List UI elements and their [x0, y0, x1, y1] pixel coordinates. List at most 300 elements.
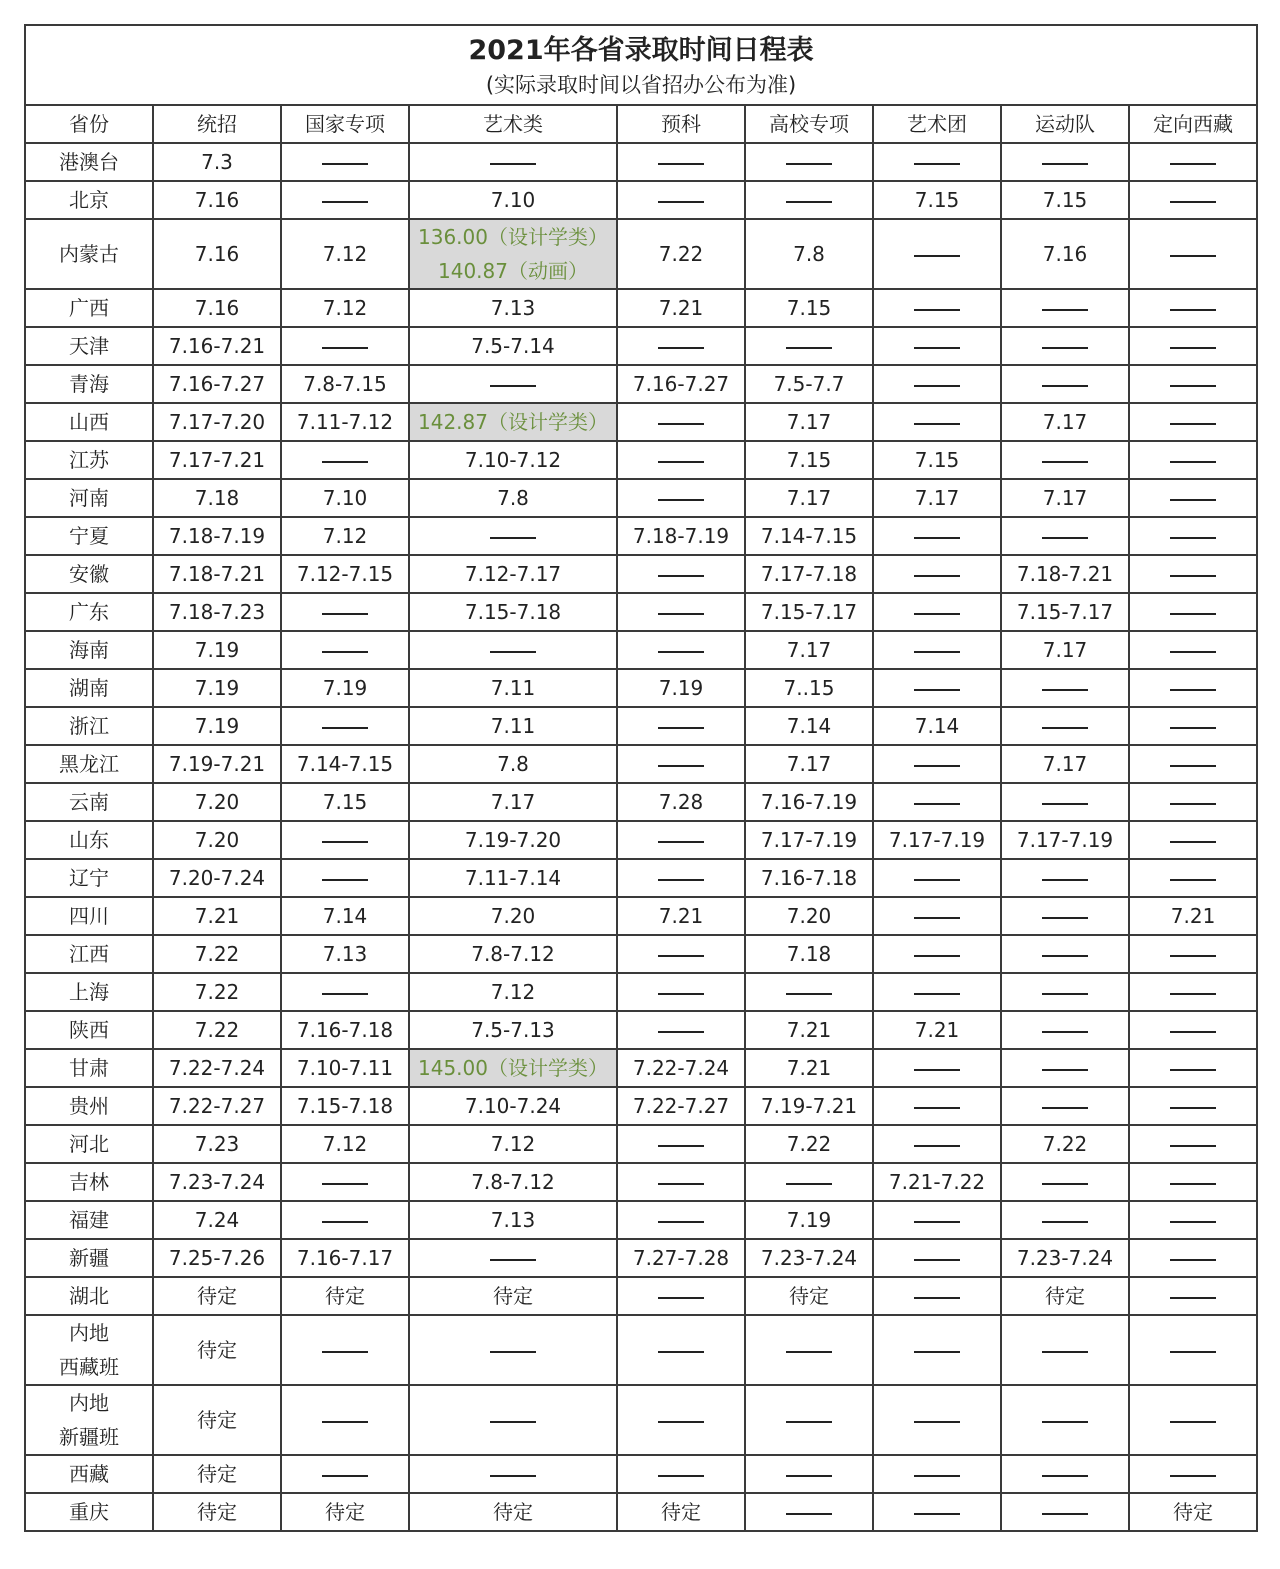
cell-general [153, 1277, 281, 1315]
province-name: 港澳台 [59, 150, 119, 174]
cell-value [746, 1495, 872, 1529]
cell-sports-team [1001, 593, 1129, 631]
cell-sports-team [1001, 821, 1129, 859]
province-name: 四川 [69, 904, 109, 928]
table-row [25, 631, 1257, 669]
dash-mark [914, 1421, 960, 1423]
cell-province [25, 973, 153, 1011]
cell-value [282, 145, 408, 179]
cell-national-special [281, 669, 409, 707]
cell-sports-team [1001, 1455, 1129, 1493]
table-row [25, 219, 1257, 289]
dash-mark [1170, 803, 1216, 805]
cell-art [409, 631, 617, 669]
cell-national-special [281, 821, 409, 859]
cell-value [1130, 1165, 1256, 1199]
cell-value: 7.19 [194, 676, 240, 700]
cell-value: 7.22 [658, 242, 704, 266]
cell-college-special [745, 1087, 873, 1125]
cell-sports-team [1001, 517, 1129, 555]
cell-preparatory [617, 707, 745, 745]
cell-value [874, 1241, 1000, 1275]
cell-value: 7.16-7.17 [296, 1246, 394, 1270]
cell-value: 7.17 [1042, 752, 1088, 776]
cell-preparatory [617, 1125, 745, 1163]
cell-national-special [281, 327, 409, 365]
cell-value: 7.8 [793, 242, 825, 266]
dash-mark [914, 163, 960, 165]
header-province: 省份 [25, 105, 153, 143]
cell-value [746, 1165, 872, 1199]
cell-value [1002, 1403, 1128, 1437]
cell-value: 7.8-7.12 [471, 942, 555, 966]
cell-value [874, 1333, 1000, 1367]
cell-general [153, 1163, 281, 1201]
cell-national-special [281, 631, 409, 669]
province-name: 青海 [69, 372, 109, 396]
dash-mark [914, 1107, 960, 1109]
cell-national-special [281, 289, 409, 327]
cell-value: 7.16-7.18 [760, 866, 858, 890]
cell-value: 7.16 [194, 296, 240, 320]
dash-mark [322, 841, 368, 843]
dash-mark [786, 163, 832, 165]
cell-general [153, 327, 281, 365]
cell-art [409, 859, 617, 897]
cell-art [409, 973, 617, 1011]
cell-college-special [745, 1011, 873, 1049]
dash-mark [1042, 1513, 1088, 1515]
cell-general [153, 631, 281, 669]
dash-mark [658, 461, 704, 463]
cell-value: 7.21-7.22 [888, 1170, 986, 1194]
dash-mark [786, 1351, 832, 1353]
cell-art-troupe [873, 219, 1001, 289]
cell-value: 7.22 [194, 980, 240, 1004]
dash-mark [914, 955, 960, 957]
cell-sports-team [1001, 219, 1129, 289]
cell-art-troupe [873, 1277, 1001, 1315]
cell-value [1002, 861, 1128, 895]
cell-value: 待定 [325, 1284, 365, 1308]
cell-value: 7.18 [194, 486, 240, 510]
cell-value [1130, 1241, 1256, 1275]
dash-mark [490, 1421, 536, 1423]
cell-value: 7.10 [322, 486, 368, 510]
cell-value [746, 183, 872, 217]
cell-national-special [281, 593, 409, 631]
cell-general [153, 669, 281, 707]
cell-value [1002, 1495, 1128, 1529]
cell-province [25, 403, 153, 441]
dash-mark [658, 1351, 704, 1353]
province-name: 陕西 [69, 1018, 109, 1042]
cell-value: 7.11 [490, 676, 536, 700]
cell-college-special [745, 1455, 873, 1493]
cell-value: 7.15 [786, 296, 832, 320]
cell-art-troupe [873, 935, 1001, 973]
cell-value [618, 861, 744, 895]
cell-value: 待定 [325, 1500, 365, 1524]
table-row [25, 745, 1257, 783]
cell-value [1002, 1051, 1128, 1085]
cell-tibet-directed [1129, 1049, 1257, 1087]
province-name: 上海 [69, 980, 109, 1004]
cell-value: 7.19 [194, 714, 240, 738]
dash-mark [658, 841, 704, 843]
dash-mark [658, 879, 704, 881]
cell-preparatory [617, 327, 745, 365]
dash-mark [1042, 1475, 1088, 1477]
cell-preparatory [617, 289, 745, 327]
cell-value [1002, 1089, 1128, 1123]
cell-province [25, 783, 153, 821]
cell-sports-team [1001, 1049, 1129, 1087]
cell-value: 7.10-7.12 [464, 448, 562, 472]
cell-value: 7.22-7.24 [632, 1056, 730, 1080]
cell-art-troupe [873, 1087, 1001, 1125]
cell-art [409, 1493, 617, 1531]
dash-mark [658, 499, 704, 501]
dash-mark [1170, 1069, 1216, 1071]
cell-preparatory [617, 1163, 745, 1201]
cell-value [1002, 443, 1128, 477]
dash-mark [1042, 803, 1088, 805]
cell-art [409, 593, 617, 631]
cell-tibet-directed [1129, 935, 1257, 973]
cell-value: 7.25-7.26 [168, 1246, 266, 1270]
cell-value [874, 1203, 1000, 1237]
cell-value [1130, 237, 1256, 271]
province-name: 内地 [69, 1391, 109, 1415]
cell-value: 7.15-7.18 [296, 1094, 394, 1118]
cell-value: 7.19-7.20 [464, 828, 562, 852]
cell-value [618, 1279, 744, 1313]
cell-preparatory [617, 1455, 745, 1493]
province-name: 新疆 [69, 1246, 109, 1270]
cell-art [409, 783, 617, 821]
cell-value: 7.20 [194, 790, 240, 814]
cell-art [409, 897, 617, 935]
cell-college-special [745, 555, 873, 593]
cell-preparatory [617, 1315, 745, 1385]
cell-value [1130, 1279, 1256, 1313]
cell-art [409, 745, 617, 783]
header-general: 统招 [153, 105, 281, 143]
dash-mark [914, 537, 960, 539]
province-name: 湖南 [69, 676, 109, 700]
dash-mark [914, 255, 960, 257]
table-row [25, 479, 1257, 517]
cell-preparatory [617, 1277, 745, 1315]
cell-value [618, 329, 744, 363]
cell-art [409, 219, 617, 289]
cell-preparatory [617, 403, 745, 441]
table-row [25, 669, 1257, 707]
cell-value [1130, 785, 1256, 819]
cell-national-special [281, 181, 409, 219]
cell-tibet-directed [1129, 143, 1257, 181]
cell-tibet-directed [1129, 631, 1257, 669]
cell-art [409, 365, 617, 403]
admission-schedule-sheet [24, 24, 1256, 1532]
province-name: 宁夏 [69, 524, 109, 548]
cell-sports-team [1001, 365, 1129, 403]
cell-value: 7.16 [1042, 242, 1088, 266]
cell-value: 7.15 [914, 448, 960, 472]
cell-value: 7.23 [194, 1132, 240, 1156]
cell-tibet-directed [1129, 859, 1257, 897]
cell-value: 7.21 [1170, 904, 1216, 928]
cell-art-troupe [873, 1011, 1001, 1049]
dash-mark [786, 1475, 832, 1477]
province-name: 重庆 [69, 1500, 109, 1524]
cell-value [618, 1203, 744, 1237]
cell-value: 7.17 [786, 486, 832, 510]
cell-value: 7.12 [322, 1132, 368, 1156]
cell-art [409, 1455, 617, 1493]
dash-mark [322, 1183, 368, 1185]
cell-value [874, 1403, 1000, 1437]
dash-mark [1170, 1031, 1216, 1033]
province-name: 内地 [69, 1321, 109, 1345]
cell-college-special [745, 143, 873, 181]
cell-sports-team [1001, 441, 1129, 479]
cell-general [153, 143, 281, 181]
dash-mark [1170, 727, 1216, 729]
cell-tibet-directed [1129, 1239, 1257, 1277]
table-row [25, 1493, 1257, 1531]
cell-value: 7.22 [786, 1132, 832, 1156]
cell-national-special [281, 1493, 409, 1531]
cell-national-special [281, 859, 409, 897]
cell-value: 7.15-7.17 [760, 600, 858, 624]
cell-value: 7.14 [786, 714, 832, 738]
cell-value: 7.20 [194, 828, 240, 852]
dash-mark [1170, 765, 1216, 767]
cell-province [25, 517, 153, 555]
dash-mark [1042, 1069, 1088, 1071]
cell-preparatory [617, 1239, 745, 1277]
cell-sports-team [1001, 935, 1129, 973]
cell-sports-team [1001, 1385, 1129, 1455]
cell-value: 7.14 [914, 714, 960, 738]
province-name: 甘肃 [69, 1056, 109, 1080]
cell-value: 7.19-7.21 [760, 1094, 858, 1118]
cell-college-special [745, 821, 873, 859]
cell-tibet-directed [1129, 1201, 1257, 1239]
cell-sports-team [1001, 897, 1129, 935]
cell-value [874, 405, 1000, 439]
dash-mark [1042, 689, 1088, 691]
cell-province [25, 1201, 153, 1239]
cell-art-troupe [873, 593, 1001, 631]
dash-mark [490, 1475, 536, 1477]
cell-college-special [745, 707, 873, 745]
dash-mark [322, 727, 368, 729]
table-row [25, 517, 1257, 555]
cell-province [25, 1277, 153, 1315]
cell-sports-team [1001, 783, 1129, 821]
cell-value: 7.20 [786, 904, 832, 928]
cell-province [25, 1087, 153, 1125]
table-row [25, 289, 1257, 327]
admission-schedule-table [24, 24, 1258, 1532]
dash-mark [658, 613, 704, 615]
dash-mark [786, 1421, 832, 1423]
header-national-special: 国家专项 [281, 105, 409, 143]
dash-mark [1170, 423, 1216, 425]
cell-tibet-directed [1129, 181, 1257, 219]
cell-province [25, 1385, 153, 1455]
cell-tibet-directed [1129, 1385, 1257, 1455]
cell-art [409, 935, 617, 973]
header-preparatory: 预科 [617, 105, 745, 143]
cell-value [618, 183, 744, 217]
cell-college-special [745, 1125, 873, 1163]
cell-value [282, 595, 408, 629]
cell-value [874, 519, 1000, 553]
cell-national-special [281, 143, 409, 181]
cell-value: 7.16-7.19 [760, 790, 858, 814]
cell-province [25, 1239, 153, 1277]
dash-mark [1170, 1259, 1216, 1261]
province-name: 福建 [69, 1208, 109, 1232]
cell-province [25, 897, 153, 935]
cell-province [25, 555, 153, 593]
cell-value [618, 709, 744, 743]
cell-value [1002, 785, 1128, 819]
cell-sports-team [1001, 403, 1129, 441]
cell-value [874, 557, 1000, 591]
cell-art [409, 517, 617, 555]
cell-value: 待定 [1173, 1500, 1214, 1524]
cell-value [618, 937, 744, 971]
cell-college-special [745, 593, 873, 631]
dash-mark [914, 1145, 960, 1147]
cell-college-special [745, 1049, 873, 1087]
cell-sports-team [1001, 1125, 1129, 1163]
cell-art [409, 403, 617, 441]
cell-preparatory [617, 631, 745, 669]
cell-value: 7.18-7.21 [1016, 562, 1114, 586]
cell-art-troupe [873, 289, 1001, 327]
cell-college-special [745, 479, 873, 517]
cell-value [410, 1403, 616, 1437]
cell-sports-team [1001, 1201, 1129, 1239]
province-name: 贵州 [69, 1094, 109, 1118]
cell-tibet-directed [1129, 1163, 1257, 1201]
cell-preparatory [617, 219, 745, 289]
cell-value: 7.15 [322, 790, 368, 814]
cell-value [874, 1495, 1000, 1529]
cell-value [1130, 291, 1256, 325]
table-row [25, 1201, 1257, 1239]
cell-art-troupe [873, 1315, 1001, 1385]
dash-mark [1042, 879, 1088, 881]
cell-value [618, 481, 744, 515]
dash-mark [1170, 955, 1216, 957]
cell-value: 7.13 [490, 296, 536, 320]
cell-national-special [281, 1011, 409, 1049]
cell-tibet-directed [1129, 517, 1257, 555]
cell-value: 7.16-7.21 [168, 334, 266, 358]
cell-value: 145.00（设计学类） [418, 1056, 608, 1080]
cell-value [746, 1403, 872, 1437]
dash-mark [1042, 1183, 1088, 1185]
cell-general [153, 1239, 281, 1277]
cell-value: 待定 [197, 1408, 237, 1432]
cell-value: 7.18-7.23 [168, 600, 266, 624]
cell-tibet-directed [1129, 1087, 1257, 1125]
table-row [25, 935, 1257, 973]
cell-tibet-directed [1129, 1277, 1257, 1315]
cell-general [153, 1011, 281, 1049]
cell-value [1130, 443, 1256, 477]
cell-province [25, 1493, 153, 1531]
cell-sports-team [1001, 555, 1129, 593]
cell-value: 7.14-7.15 [760, 524, 858, 548]
dash-mark [914, 1351, 960, 1353]
cell-sports-team [1001, 479, 1129, 517]
cell-value [746, 1457, 872, 1491]
title-block [25, 25, 1257, 105]
cell-sports-team [1001, 1011, 1129, 1049]
cell-value: 7.22 [194, 1018, 240, 1042]
cell-value: 7.12 [322, 524, 368, 548]
dash-mark [658, 727, 704, 729]
cell-national-special [281, 479, 409, 517]
cell-art [409, 479, 617, 517]
dash-mark [786, 993, 832, 995]
cell-college-special [745, 973, 873, 1011]
cell-college-special [745, 631, 873, 669]
province-name: 西藏 [69, 1462, 109, 1486]
cell-tibet-directed [1129, 1493, 1257, 1531]
cell-college-special [745, 859, 873, 897]
cell-value [1130, 937, 1256, 971]
cell-art-troupe [873, 859, 1001, 897]
cell-value [282, 183, 408, 217]
cell-value: 136.00（设计学类） [418, 225, 608, 249]
cell-value [618, 595, 744, 629]
cell-general [153, 365, 281, 403]
cell-value [618, 823, 744, 857]
cell-preparatory [617, 1049, 745, 1087]
cell-province [25, 593, 153, 631]
cell-national-special [281, 1277, 409, 1315]
cell-value [618, 1403, 744, 1437]
cell-preparatory [617, 783, 745, 821]
cell-national-special [281, 1125, 409, 1163]
table-title: 2021年各省录取时间日程表 [468, 35, 814, 66]
cell-value [1130, 367, 1256, 401]
cell-value [282, 1403, 408, 1437]
cell-college-special [745, 935, 873, 973]
cell-art [409, 1087, 617, 1125]
cell-value [1130, 823, 1256, 857]
cell-college-special [745, 327, 873, 365]
cell-value [874, 937, 1000, 971]
cell-national-special [281, 1315, 409, 1385]
cell-value [1002, 291, 1128, 325]
cell-general [153, 1455, 281, 1493]
province-name: 黑龙江 [59, 752, 119, 776]
cell-value [1130, 975, 1256, 1009]
province-name: 安徽 [69, 562, 109, 586]
cell-value: 7.17 [786, 638, 832, 662]
cell-value: 7.11-7.14 [464, 866, 562, 890]
